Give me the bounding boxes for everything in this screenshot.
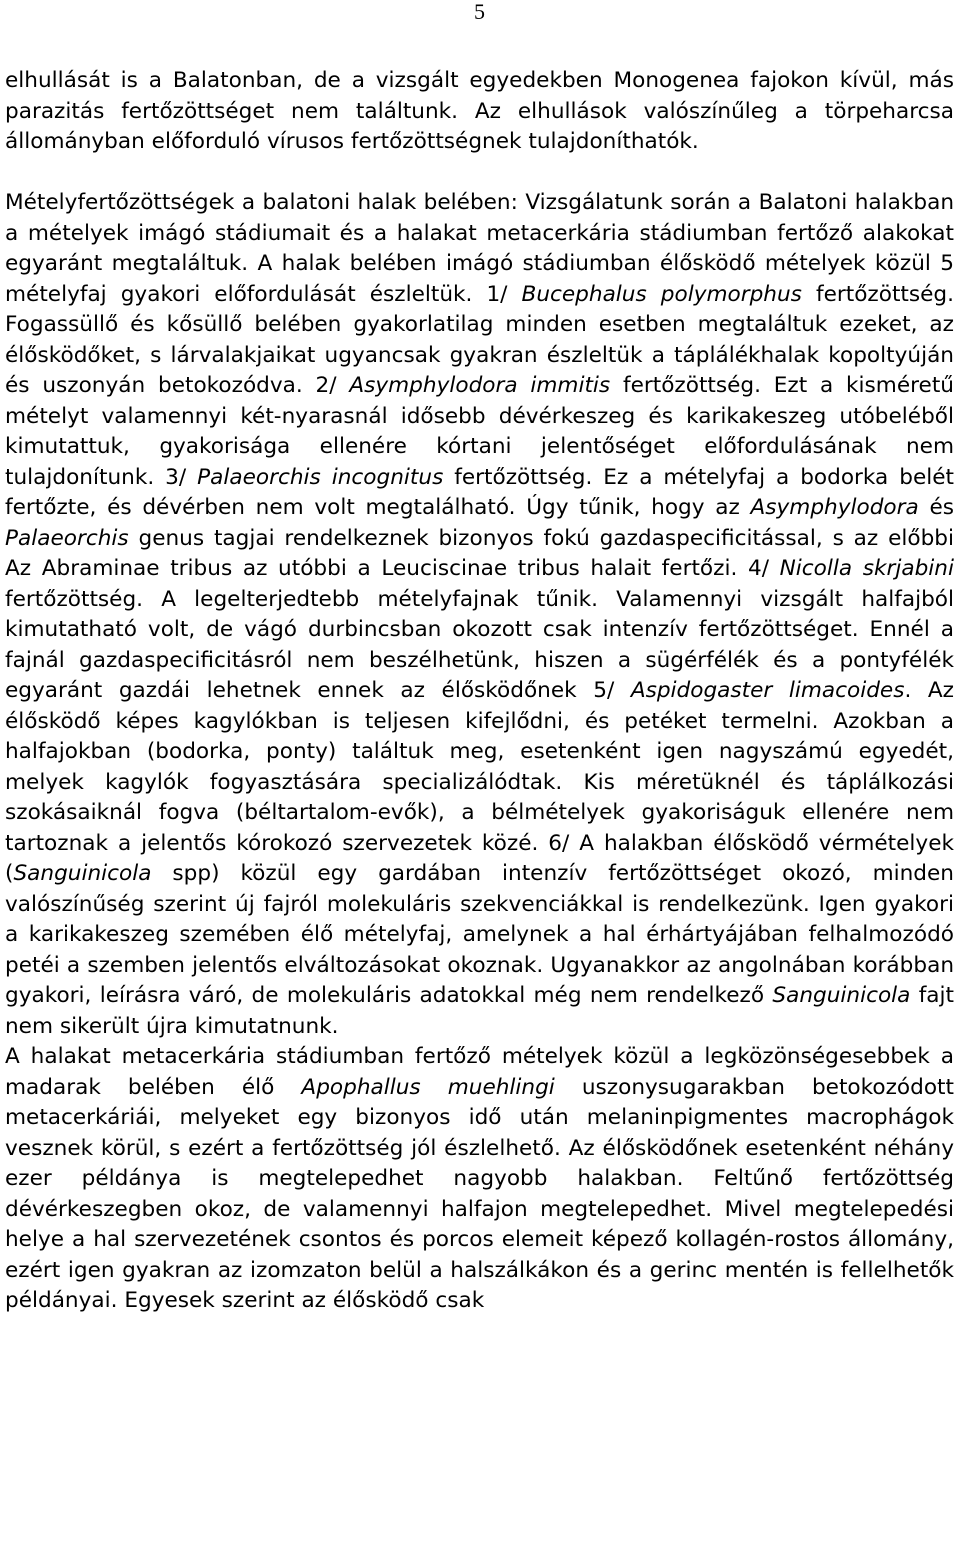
italic-term: Sanguinicola [13,861,152,886]
text-span: fertőzöttség. Fogassüllő és kősüllő belében gyakorlatilag minden esetben megtaláltuk ezeket, az élősködőket, s lárvalakjaikat ugyancsak gyakran észleltük a táplálékhalak kopoltyúján és uszonyán betokozódva. 2/ [5,281,955,398]
text-span: Mételyfertőzöttségek a balatoni halak belében: Vizsgálatunk során a Balatoni halakban a mételyek imágó stádiumait és a halakat metacerkária stádiumban fertőző alakokat egyaránt megtaláltuk. A halak belében imágó stádiumban élősködő mételyek közül 5 mételyfaj gyakori előfordulását észleltük. 1/ [5,190,954,307]
text-span: fertőzöttség. Ez a mételyfaj a bodorka belét fertőzte, és dévérben nem volt megtalálható. Úgy tűnik, hogy az [5,464,954,520]
text-span: spp) közül egy gardában intenzív fertőzöttséget okozó, minden valószínűség szerint új fajról molekuláris szekvenciákkal is rendelkezünk. Igen gyakori a karikakeszeg szemében élő mételyfaj, amelynek a hal érhártyájában felhalmozódó petéi a szemben jelentős elváltozásokat okoznak. Ugyanakkor az angolnában korábban gyakori, leírásra váró, de molekuláris adatokkal még nem rendelkező [5,861,954,1008]
text-span: és [918,495,954,520]
text-span: fertőzöttség. A legelterjedtebb mételyfajnak tűnik. Valamennyi vizsgált halfajból kimutatható volt, de vágó durbincsban okozott csak intenzív fertőzöttséget. Ennél a fajnál gazdaspecificitásról nem beszélhetünk, hiszen a sügérfélék és a pontyfélék egyaránt gazdái lehetnek ennek az élősködőnek 5/ [5,586,954,703]
paragraph [5,66,954,158]
paragraph [5,188,954,1042]
italic-term: Asymphylodora immitis [349,373,611,398]
italic-term: Aspidogaster limacoides [630,678,905,703]
italic-term: Palaeorchis [5,525,129,551]
italic-term: Nicolla skrjabini [779,556,954,581]
italic-term: Palaeorchis incognitus [197,464,444,490]
italic-term: Apophallus muehlingi [301,1074,555,1100]
document-body [5,66,954,1317]
paragraph [5,1042,954,1317]
page-number: 5 [474,0,485,24]
italic-term: Asymphylodora [750,495,919,520]
text-span: elhullását is a Balatonban, de a vizsgált egyedekben Monogenea fajokon kívül, más parazitás fertőzöttséget nem találtunk. Az elhullások valószínűleg a törpeharcsa állományban előforduló vírusos fertőzöttségnek tulajdoníthatók. [5,68,954,154]
italic-term: Sanguinicola [772,983,911,1008]
text-span: uszonysugarakban betokozódott metacerkáriái, melyeket egy bizonyos idő után melaninpigmentes macrophágok vesznek körül, s ezért a fertőzöttség jól észlelhető. Az élősködőnek esetenként néhány ezer példánya is megtelepedhet nagyobb halakban. Feltűnő fertőzöttség dévérkeszegben okoz, de valamennyi halfajon megtelepedhet. Mivel megtelepedési helye a hal szervezetének csontos és porcos elemeit képező kollagén-rostos állomány, ezért igen gyakran az izomzaton belül a halszálkákon és a gerinc mentén is fellelhetők példányai. Egyesek szerint az élősködő csak [5,1074,954,1313]
text-span: fajt nem sikerült újra kimutatnunk. [5,983,954,1039]
text-span: genus tagjai rendelkeznek bizonyos fokú gazdaspecificitással, s az előbbi Az Abraminae tribus az utóbbi a Leuciscinae tribus halait fertőzi. 4/ [5,525,954,581]
italic-term: Bucephalus polymorphus [521,281,802,307]
text-span: . Az élősködő képes kagylókban is teljesen kifejlődni, és petéket termelni. Azokban a halfajokban (bodorka, ponty) találtuk meg, esetenként igen nagyszámú egyedét, melyek kagylók fogyasztására specializálódtak. Kis méretüknél és táplálkozási szokásaiknál fogva (béltartalom-evők), a bélmételyek gyakoriságuk ellenére nem tartoznak a jelentős kórokozó szervezetek közé. 6/ A halakban élősködő vérmételyek ( [5,678,954,886]
text-span: fertőzöttség. Ezt a kisméretű mételyt valamennyi két-nyarasnál idősebb dévérkeszeg és karikakeszeg utóbeléből kimutattuk, gyakorisága ellenére kórtani jelentőséget előfordulásának nem tulajdonítunk. 3/ [5,373,954,490]
text-span: A halakat metacerkária stádiumban fertőző mételyek közül a legközönségesebbek a madarak belében élő [5,1044,954,1100]
